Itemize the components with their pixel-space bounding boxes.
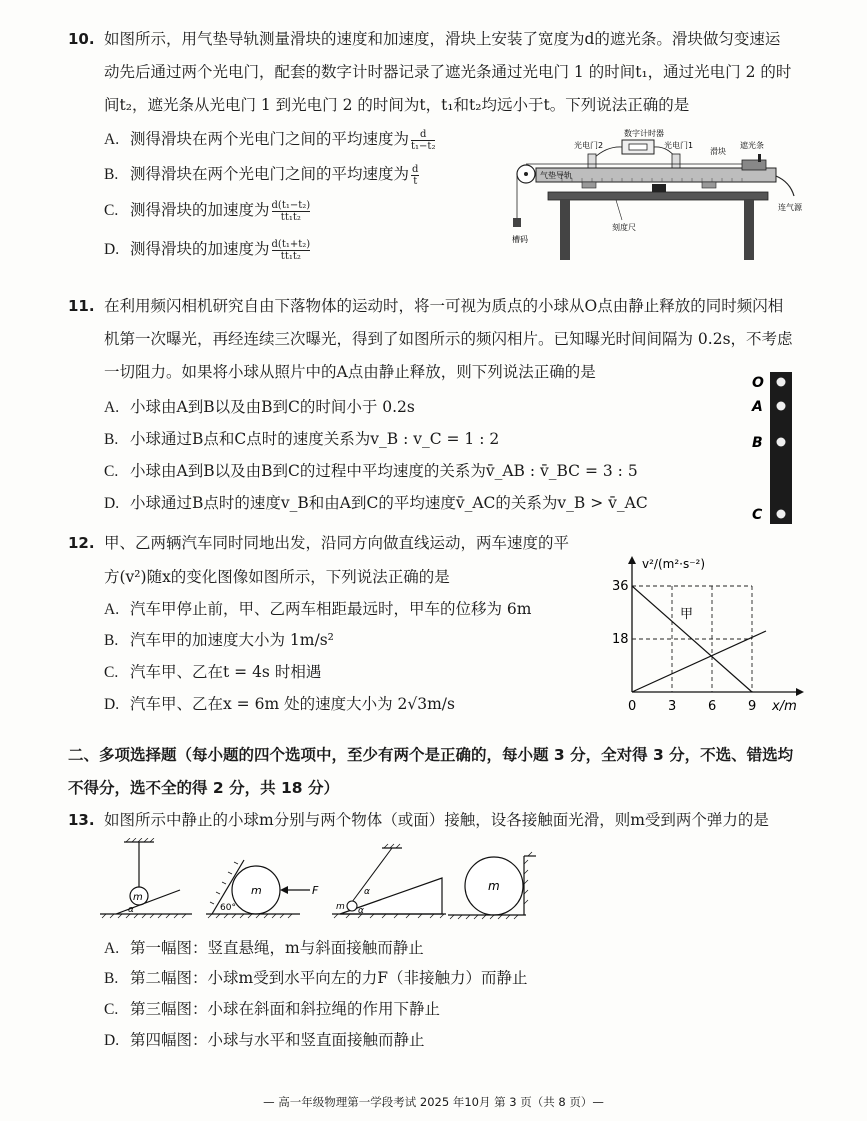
x-tick-6: 6 — [708, 699, 717, 713]
question-10-option-c[interactable] — [104, 199, 310, 223]
question-10-stem-line2: 动先后通过两个光电门，配套的数字计时器记录了遮光条通过光电门 1 的时间t₁，通过光电门 2 的时 — [104, 63, 792, 81]
pulley-axle — [524, 172, 528, 176]
strobe-strip — [770, 372, 792, 524]
option-label: D. — [104, 241, 120, 258]
rail-foot-center — [652, 184, 666, 192]
option-text: 汽车甲的加速度大小为 1m/s² — [130, 631, 334, 649]
gate1-label: 光电门1 — [664, 141, 694, 150]
rail-foot-right — [702, 182, 716, 188]
question-13-option-a[interactable] — [104, 937, 424, 960]
question-10-stem-line3: 间t₂，遮光条从光电门 1 到光电门 2 的时间为t，t₁和t₂均远小于t。下列说法正确的是 — [104, 96, 690, 114]
question-10-option-a[interactable] — [104, 128, 435, 152]
option-label: B. — [104, 431, 119, 448]
rail-label: 气垫导轨 — [540, 171, 572, 180]
question-13-option-b[interactable] — [104, 967, 527, 990]
option-label: B. — [104, 166, 119, 183]
question-12-option-c[interactable] — [104, 661, 321, 684]
page-footer: — 高一年级物理第一学段考试 2025 年10月 第 3 页（共 8 页）— — [263, 1095, 604, 1109]
q13-figures — [96, 838, 536, 928]
option-label: D. — [104, 696, 120, 713]
option-label: B. — [104, 970, 119, 987]
question-11-option-b[interactable] — [104, 428, 499, 451]
fraction-numerator: d(t₁+t₂) — [271, 238, 311, 250]
question-11-option-d[interactable] — [104, 492, 648, 515]
y-tick-36: 36 — [612, 579, 629, 594]
option-text: 汽车甲、乙在x = 6m 处的速度大小为 2√3m/s — [130, 695, 455, 713]
slider-icon — [742, 160, 766, 170]
question-11-number: 11. — [68, 297, 95, 315]
mass-label-2: m — [251, 884, 262, 897]
force-arrow-icon — [280, 886, 288, 894]
weight-icon — [513, 218, 521, 227]
fraction — [411, 129, 435, 152]
option-text: 第一幅图：竖直悬绳，m与斜面接触而静止 — [130, 939, 424, 957]
option-label: C. — [104, 1001, 119, 1018]
question-13-option-d[interactable] — [104, 1029, 425, 1052]
option-label: C. — [104, 202, 119, 219]
question-11-option-c[interactable] — [104, 460, 638, 483]
question-10-option-b[interactable] — [104, 163, 419, 187]
question-10-number: 10. — [68, 30, 95, 48]
option-label: C. — [104, 664, 119, 681]
option-label: B. — [104, 632, 119, 649]
option-label: D. — [104, 1032, 120, 1049]
option-text: 汽车甲、乙在t = 4s 时相遇 — [130, 663, 322, 681]
point-c-label: C — [752, 507, 763, 523]
point-a-label: A — [752, 399, 763, 415]
x-tick-3: 3 — [668, 699, 677, 713]
air-label: 连气源 — [778, 203, 802, 212]
question-12-stem-line1: 甲、乙两辆汽车同时同地出发，沿同方向做直线运动，两车速度的平 — [104, 534, 570, 552]
option-text: 小球由A到B以及由B到C的时间小于 0.2s — [130, 398, 415, 416]
option-text: 第三幅图：小球在斜面和斜拉绳的作用下静止 — [130, 1000, 441, 1018]
rail-foot-left — [582, 182, 596, 188]
question-12-option-b[interactable] — [104, 629, 334, 652]
question-11-stem-line1: 在利用频闪相机研究自由下落物体的运动时，将一可视为质点的小球从O点由静止释放的同时频闪相 — [104, 297, 784, 315]
ball-o — [777, 378, 786, 387]
ruler-pointer — [616, 200, 622, 220]
timer-display — [629, 144, 647, 150]
air-hose — [776, 176, 794, 196]
gate2-icon — [588, 154, 596, 168]
figure-3 — [332, 844, 446, 918]
ball-3 — [347, 901, 357, 911]
section-2-heading-line1: 二、多项选择题（每小题的四个选项中，至少有两个是正确的，每小题 3 分，全对得 3 分，不选、错选均 — [68, 746, 794, 764]
ball-c — [777, 510, 786, 519]
force-label: F — [312, 884, 319, 897]
ball-a — [777, 402, 786, 411]
question-12-option-d[interactable] — [104, 693, 455, 716]
option-label: A. — [104, 399, 120, 416]
x-tick-0: 0 — [628, 699, 637, 713]
option-text: 第四幅图：小球与水平和竖直面接触而静止 — [130, 1031, 425, 1049]
gate1-icon — [672, 154, 680, 168]
fraction-denominator: t — [413, 175, 418, 187]
question-13-number: 13. — [68, 811, 95, 829]
question-10-stem-line1: 如图所示，用气垫导轨测量滑块的速度和加速度，滑块上安装了宽度为d的遮光条。滑块做匀变速运 — [104, 30, 781, 48]
question-12-number: 12. — [68, 534, 95, 552]
fraction-denominator: tt₁t₂ — [280, 250, 301, 262]
question-11-stem-line2: 机第一次曝光，再经连续三次曝光，得到了如图所示的频闪相片。已知曝光时间间隔为 0.2s，不考虑 — [104, 330, 793, 348]
table-leg-right — [744, 200, 754, 260]
timer-label: 数字计时器 — [624, 129, 664, 138]
slider-label: 滑块 — [710, 147, 726, 156]
fraction — [272, 200, 311, 223]
v2-x-graph — [612, 548, 812, 713]
question-13-option-c[interactable] — [104, 998, 440, 1021]
option-label: D. — [104, 495, 120, 512]
figure-2 — [206, 860, 319, 918]
y-tick-18: 18 — [612, 632, 629, 647]
option-text: 小球通过B点时的速度v_B和由A到C的平均速度v̄_AC的关系为v_B > v̄_AC — [130, 494, 648, 512]
alpha-label-1: α — [128, 905, 134, 915]
fraction-denominator: tt₁t₂ — [280, 211, 301, 223]
option-text: 测得滑块的加速度为 — [130, 201, 270, 219]
option-text: 小球由A到B以及由B到C的过程中平均速度的关系为v̄_AB : v̄_BC = 3 : 5 — [130, 462, 638, 480]
question-13-stem: 如图所示中静止的小球m分别与两个物体（或面）接触，设各接触面光滑，则m受到两个弹力的是 — [104, 811, 769, 829]
alpha-label-3b: α — [358, 906, 364, 916]
option-text: 小球通过B点和C点时的速度关系为v_B : v_C = 1 : 2 — [130, 430, 500, 448]
question-11-option-a[interactable] — [104, 396, 415, 419]
option-label: A. — [104, 940, 120, 957]
point-o-label: O — [752, 375, 764, 391]
y-axis-arrow-icon — [628, 556, 636, 564]
gate2-label: 光电门2 — [574, 141, 604, 150]
fraction — [272, 239, 311, 262]
air-track-figure — [512, 124, 812, 262]
shade-strip-icon — [758, 154, 761, 162]
angle-60-label: 60° — [220, 903, 236, 913]
mass-label-3: m — [336, 902, 345, 912]
option-text: 测得滑块在两个光电门之间的平均速度为 — [130, 165, 410, 183]
option-text: 测得滑块在两个光电门之间的平均速度为 — [130, 130, 410, 148]
fraction-numerator: d — [411, 129, 435, 141]
fraction — [411, 164, 419, 187]
question-12-stem-line2: 方(v²)随x的变化图像如图所示，下列说法正确的是 — [104, 568, 450, 586]
shade-label: 遮光条 — [740, 141, 764, 150]
weight-label: 槽码 — [512, 235, 528, 244]
mass-label-1: m — [133, 892, 143, 903]
rope-3 — [352, 848, 392, 902]
table-top — [548, 192, 768, 200]
table-leg-left — [560, 200, 570, 260]
figure-1 — [100, 838, 192, 918]
option-label: A. — [104, 601, 120, 618]
y-axis-label: v²/(m²·s⁻²) — [642, 557, 706, 571]
fraction-denominator: t₁−t₂ — [411, 140, 436, 152]
alpha-label-3a: α — [364, 887, 370, 897]
series-yi-line — [632, 631, 766, 692]
question-11-stem-line3: 一切阻力。如果将小球从照片中的A点由静止释放，则下列说法正确的是 — [104, 363, 596, 381]
point-b-label: B — [752, 435, 763, 451]
ball-b — [777, 438, 786, 447]
option-label: C. — [104, 463, 119, 480]
x-axis-arrow-icon — [796, 688, 804, 696]
figure-4 — [448, 852, 536, 919]
option-text: 第二幅图：小球m受到水平向左的力F（非接触力）而静止 — [130, 969, 528, 987]
question-10-option-d[interactable] — [104, 238, 310, 262]
x-axis-label: x/m — [772, 699, 797, 713]
fraction-numerator: d(t₁−t₂) — [271, 199, 311, 211]
strobe-photo-figure — [750, 370, 800, 526]
option-text: 汽车甲停止前，甲、乙两车相距最远时，甲车的位移为 6m — [130, 600, 532, 618]
question-12-option-a[interactable] — [104, 598, 532, 621]
section-2-heading-line2: 不得分，选不全的得 2 分，共 18 分） — [68, 779, 339, 797]
series-jia-label: 甲 — [680, 607, 694, 622]
x-tick-9: 9 — [748, 699, 757, 713]
mass-label-4: m — [488, 879, 500, 893]
fraction-numerator: d — [412, 163, 419, 175]
option-label: A. — [104, 131, 120, 148]
option-text: 测得滑块的加速度为 — [130, 240, 270, 258]
ruler-label: 刻度尺 — [612, 223, 636, 232]
